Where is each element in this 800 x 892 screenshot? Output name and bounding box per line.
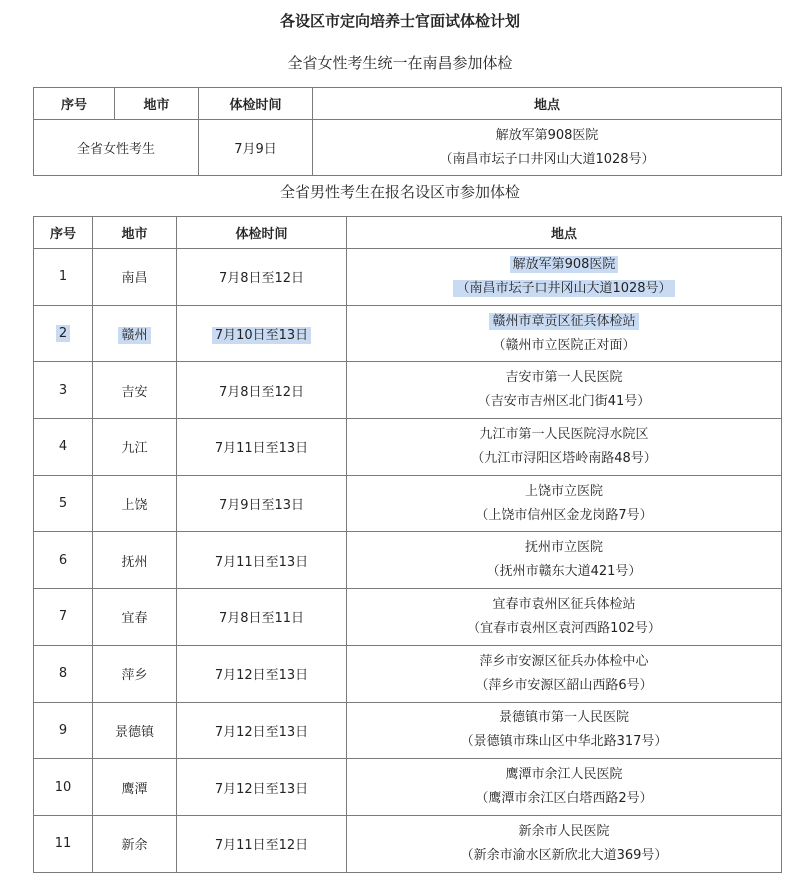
table-header-row <box>34 217 782 249</box>
male-exam-table <box>33 216 782 873</box>
date-cell: 7月11日至13日 <box>177 532 347 589</box>
location-address: （上饶市信州区金龙岗路7号） <box>475 507 653 523</box>
header-city: 地市 <box>115 88 199 120</box>
date-cell: 7月11日至13日 <box>177 419 347 476</box>
header-city: 地市 <box>93 217 177 249</box>
number-cell: 4 <box>34 419 93 476</box>
city-cell: 新余 <box>93 815 177 872</box>
city-cell: 上饶 <box>93 475 177 532</box>
location-cell <box>313 120 782 176</box>
city-cell: 景德镇 <box>93 702 177 759</box>
date-cell <box>177 305 347 362</box>
location-cell <box>347 419 782 476</box>
date-cell: 7月12日至13日 <box>177 702 347 759</box>
number-cell: 9 <box>34 702 93 759</box>
table-row <box>34 249 782 306</box>
header-date: 体检时间 <box>199 88 313 120</box>
female-exam-table <box>33 87 782 176</box>
table-row <box>34 589 782 646</box>
table-row <box>34 532 782 589</box>
selected-text[interactable]: 7月10日至13日 <box>212 327 311 344</box>
location-address: （景德镇市珠山区中华北路317号） <box>460 734 668 750</box>
number-cell: 11 <box>34 815 93 872</box>
header-number: 序号 <box>34 217 93 249</box>
table-row <box>34 702 782 759</box>
table-row <box>34 362 782 419</box>
date-cell: 7月8日至11日 <box>177 589 347 646</box>
location-address: （九江市浔阳区塔岭南路48号） <box>471 450 657 466</box>
location-name <box>347 310 781 334</box>
date-cell: 7月9日至13日 <box>177 475 347 532</box>
male-section-heading: 全省男性考生在报名设区市参加体检 <box>279 183 520 201</box>
location-name: 上饶市立医院 <box>524 483 603 499</box>
location-cell <box>347 702 782 759</box>
city-cell <box>93 305 177 362</box>
location-cell <box>347 532 782 589</box>
location-address: （抚州市赣东大道421号） <box>486 564 642 580</box>
city-cell: 南昌 <box>93 249 177 306</box>
number-cell: 10 <box>34 759 93 816</box>
city-cell: 抚州 <box>93 532 177 589</box>
date-cell: 7月8日至12日 <box>177 249 347 306</box>
location-address: （鹰潭市余江区白塔西路2号） <box>475 791 653 807</box>
selected-text[interactable]: （南昌市坛子口井冈山大道1028号） <box>453 280 674 297</box>
number-cell: 5 <box>34 475 93 532</box>
city-cell: 鹰潭 <box>93 759 177 816</box>
location-name: 宜春市袁州区征兵体检站 <box>492 596 636 612</box>
header-location: 地点 <box>347 217 782 249</box>
location-address: （吉安市吉州区北门街41号） <box>477 394 651 410</box>
header-date: 体检时间 <box>177 217 347 249</box>
selected-text[interactable]: 赣州市章贡区征兵体检站 <box>489 313 638 330</box>
location-name: 新余市人民医院 <box>518 823 610 839</box>
location-name: 鹰潭市余江人民医院 <box>505 767 623 783</box>
location-name: 九江市第一人民医院浔水院区 <box>479 426 649 442</box>
date-cell: 7月12日至13日 <box>177 645 347 702</box>
city-cell: 宜春 <box>93 589 177 646</box>
number-cell: 1 <box>34 249 93 306</box>
header-number: 序号 <box>34 88 115 120</box>
location-address: （宜春市袁州区袁河西路102号） <box>467 620 661 636</box>
date-cell: 7月8日至12日 <box>177 362 347 419</box>
location-name: 萍乡市安源区征兵办体检中心 <box>479 653 649 669</box>
selected-text[interactable]: 2 <box>56 325 70 342</box>
date-cell: 7月12日至13日 <box>177 759 347 816</box>
selected-text[interactable]: 解放军第908医院 <box>510 256 619 273</box>
location-cell <box>347 305 782 362</box>
location-cell <box>347 815 782 872</box>
number-cell: 3 <box>34 362 93 419</box>
location-name: 抚州市立医院 <box>524 540 603 556</box>
table-row <box>34 645 782 702</box>
table-row <box>34 475 782 532</box>
location-address: （新余市渝水区新欣北大道369号） <box>460 847 668 863</box>
table-row <box>34 305 782 362</box>
date-cell: 7月9日 <box>199 120 313 176</box>
table-row <box>34 120 782 176</box>
city-cell: 吉安 <box>93 362 177 419</box>
number-cell <box>34 305 93 362</box>
table-row <box>34 815 782 872</box>
location-name <box>347 253 781 277</box>
number-cell: 7 <box>34 589 93 646</box>
location-cell <box>347 362 782 419</box>
table-row <box>34 419 782 476</box>
number-cell: 8 <box>34 645 93 702</box>
header-location: 地点 <box>313 88 782 120</box>
number-cell: 6 <box>34 532 93 589</box>
city-cell: 九江 <box>93 419 177 476</box>
group-cell: 全省女性考生 <box>34 120 199 176</box>
female-section-heading: 全省女性考生统一在南昌参加体检 <box>287 54 513 72</box>
location-name: 吉安市第一人民医院 <box>505 370 623 386</box>
location-name: 解放军第908医院 <box>495 127 599 143</box>
location-cell <box>347 589 782 646</box>
location-name: 景德镇市第一人民医院 <box>498 710 629 726</box>
table-header-row <box>34 88 782 120</box>
date-cell: 7月11日至12日 <box>177 815 347 872</box>
city-cell: 萍乡 <box>93 645 177 702</box>
table-row <box>34 759 782 816</box>
location-address: （南昌市坛子口井冈山大道1028号） <box>439 151 655 167</box>
location-cell <box>347 475 782 532</box>
location-cell <box>347 249 782 306</box>
selected-text[interactable]: 赣州 <box>118 327 150 344</box>
location-address: （赣州市立医院正对面） <box>492 337 636 353</box>
location-address: （萍乡市安源区韶山西路6号） <box>475 677 653 693</box>
page-title: 各设区市定向培养士官面试体检计划 <box>279 12 520 30</box>
location-cell <box>347 759 782 816</box>
location-cell <box>347 645 782 702</box>
location-address <box>347 277 781 301</box>
